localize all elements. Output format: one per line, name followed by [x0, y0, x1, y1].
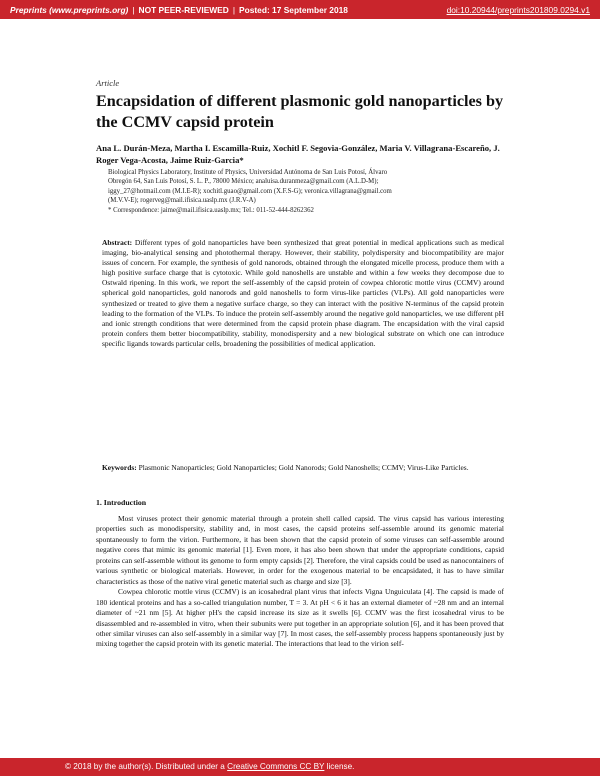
cc-license-link[interactable]: Creative Commons CC BY: [227, 762, 325, 771]
header-info: Preprints (www.preprints.org) | NOT PEER-REVIEWED | Posted: 17 September 2018: [10, 5, 348, 15]
abstract-text: Different types of gold nanoparticles have been synthesized that great potential in medical applications such as medical imaging, bio-analytical sensing and photothermal therapy. However, their stability, polydispersity and biocompatibility are major issues of concern. For example, the synthesis of gold nanorods, obtained through the elongated micelle process, produce them with a high positive surface charge that is cytotoxic. While gold nanoshells are unstable and within a few weeks they decompose due to Ostwald ripening. In this work, we report the self-assembly of the capsid protein of cowpea chlorotic mottle virus (CCMV) around spherical gold nanoparticles, gold nanorods and gold nanoshells to form virus-like particles (VLPs). All gold nanoparticles were synthesized or treated to give them a negative surface charge, so they can interact with the positive N-terminus of the capsid protein leading to the formation of the VLPs. To induce the protein self-assembly around the negative gold nanoparticles, we use different pH and ionic strength conditions that were determined from the capsid protein phase diagram. The encapsidation with the viral capsid protein confers them better biocompatibility, stability, monodispersity and a new biological substrate on which one can introduce specific ligands towards particular cells, broadening the possibilities of medical application.: [102, 238, 505, 348]
affiliation-line: (M.V.V-E); rogerveg@mail.ifisica.uaslp.mx (J.R.V-A): [108, 197, 256, 205]
keywords-label: Keywords:: [102, 463, 137, 472]
abstract-label: Abstract:: [102, 238, 133, 247]
copyright-text: © 2018 by the author(s). Distributed under a: [65, 762, 225, 771]
keywords: [102, 463, 504, 473]
body-paragraph: Cowpea chlorotic mottle virus (CCMV) is an icosahedral plant virus that infects Vigna Unguiculata [4]. The capsid is made of 180 identical proteins and has a so-called triangulation number, T = 3. At pH < 6 it has an external diameter of ~28 nm and an internal diameter of ~21 nm [5]. At higher pH's the capsid increase its size as it swells [6]. CCMV was the first icosahedral virus to be disassembled and re-assembled in vitro, when their subunits were put together in an appropriate solution [6], and it has been proved that other similar viruses can also self-assembly in a similar way [7]. In most cases, the self-assembly process happens spontaneously just by mixing together the capsid protein with its genetic material. The interactions that lead to the virion self-: [96, 587, 504, 649]
abstract: [102, 238, 504, 349]
affiliation-block: [108, 168, 508, 215]
introduction-body: [96, 514, 504, 650]
doi-link[interactable]: doi:10.20944/preprints201809.0294.v1: [446, 5, 590, 15]
paper-title: Encapsidation of different plasmonic gold nanoparticles by the CCMV capsid protein: [96, 92, 504, 131]
preprints-link[interactable]: Preprints (www.preprints.org): [10, 5, 129, 15]
posted-date: Posted: 17 September 2018: [239, 5, 348, 15]
keywords-text: Plasmonic Nanoparticles; Gold Nanoparticles; Gold Nanorods; Gold Nanoshells; CCMV; Virus-Like Particles.: [138, 463, 469, 472]
correspondence: * Correspondence: jaime@mail.ifisica.uaslp.mx; Tel.: 011-52-444-8262362: [108, 206, 314, 214]
license-footer-bar: [0, 758, 600, 776]
peer-review-status: NOT PEER-REVIEWED: [138, 5, 229, 15]
author-list: Ana L. Durán-Meza, Martha I. Escamilla-Ruiz, Xochitl F. Segovia-González, Maria V. Villagrana-Escareño, J. Roger Vega-Acosta, Jaime Ruiz-Garcia*: [96, 143, 500, 165]
section-heading-introduction: 1. Introduction: [96, 498, 147, 507]
article-type: Article: [96, 78, 120, 88]
affiliation-line: Obregón 64, San Luis Potosí, S. L. P., 78000 México; analuisa.duranmeza@gmail.com (A.L.D-M);: [108, 178, 379, 186]
affiliation-line: Biological Physics Laboratory, Institute of Physics, Universidad Autónoma de San Luis Potosí, Álvaro: [108, 169, 388, 176]
affiliation-line: iggy_27@hotmail.com (M.I.E-R); xochitl.guao@gmail.com (X.F.S-G); veronica.villagrana@gmail.com: [108, 187, 392, 195]
body-paragraph: Most viruses protect their genomic material through a protein shell called capsid. The virus capsid has various interesting properties such as monodispersity, stability and, in most cases, the capsid proteins self-assemble around its genomic material spontaneously to form the virion. Furthermore, it has been shown that the capsid protein of some viruses can self-assemble around negative cores that mimic its genomic material [1]. Even more, it has also been shown that under the appropriate conditions, capsid proteins can self-assemble without its genome to form empty capsids [2]. Therefore, the viral capsids could be used as nanocontainers of various synthetic or biological materials. However, in order for the exogenous material to be encapsidated, it has to have similar characteristics as those of the native viral genetic material such as charge and size [3].: [96, 514, 504, 586]
license-end-text: license.: [326, 762, 355, 771]
license-notice: [65, 762, 354, 771]
preprint-header-bar: [0, 0, 600, 19]
